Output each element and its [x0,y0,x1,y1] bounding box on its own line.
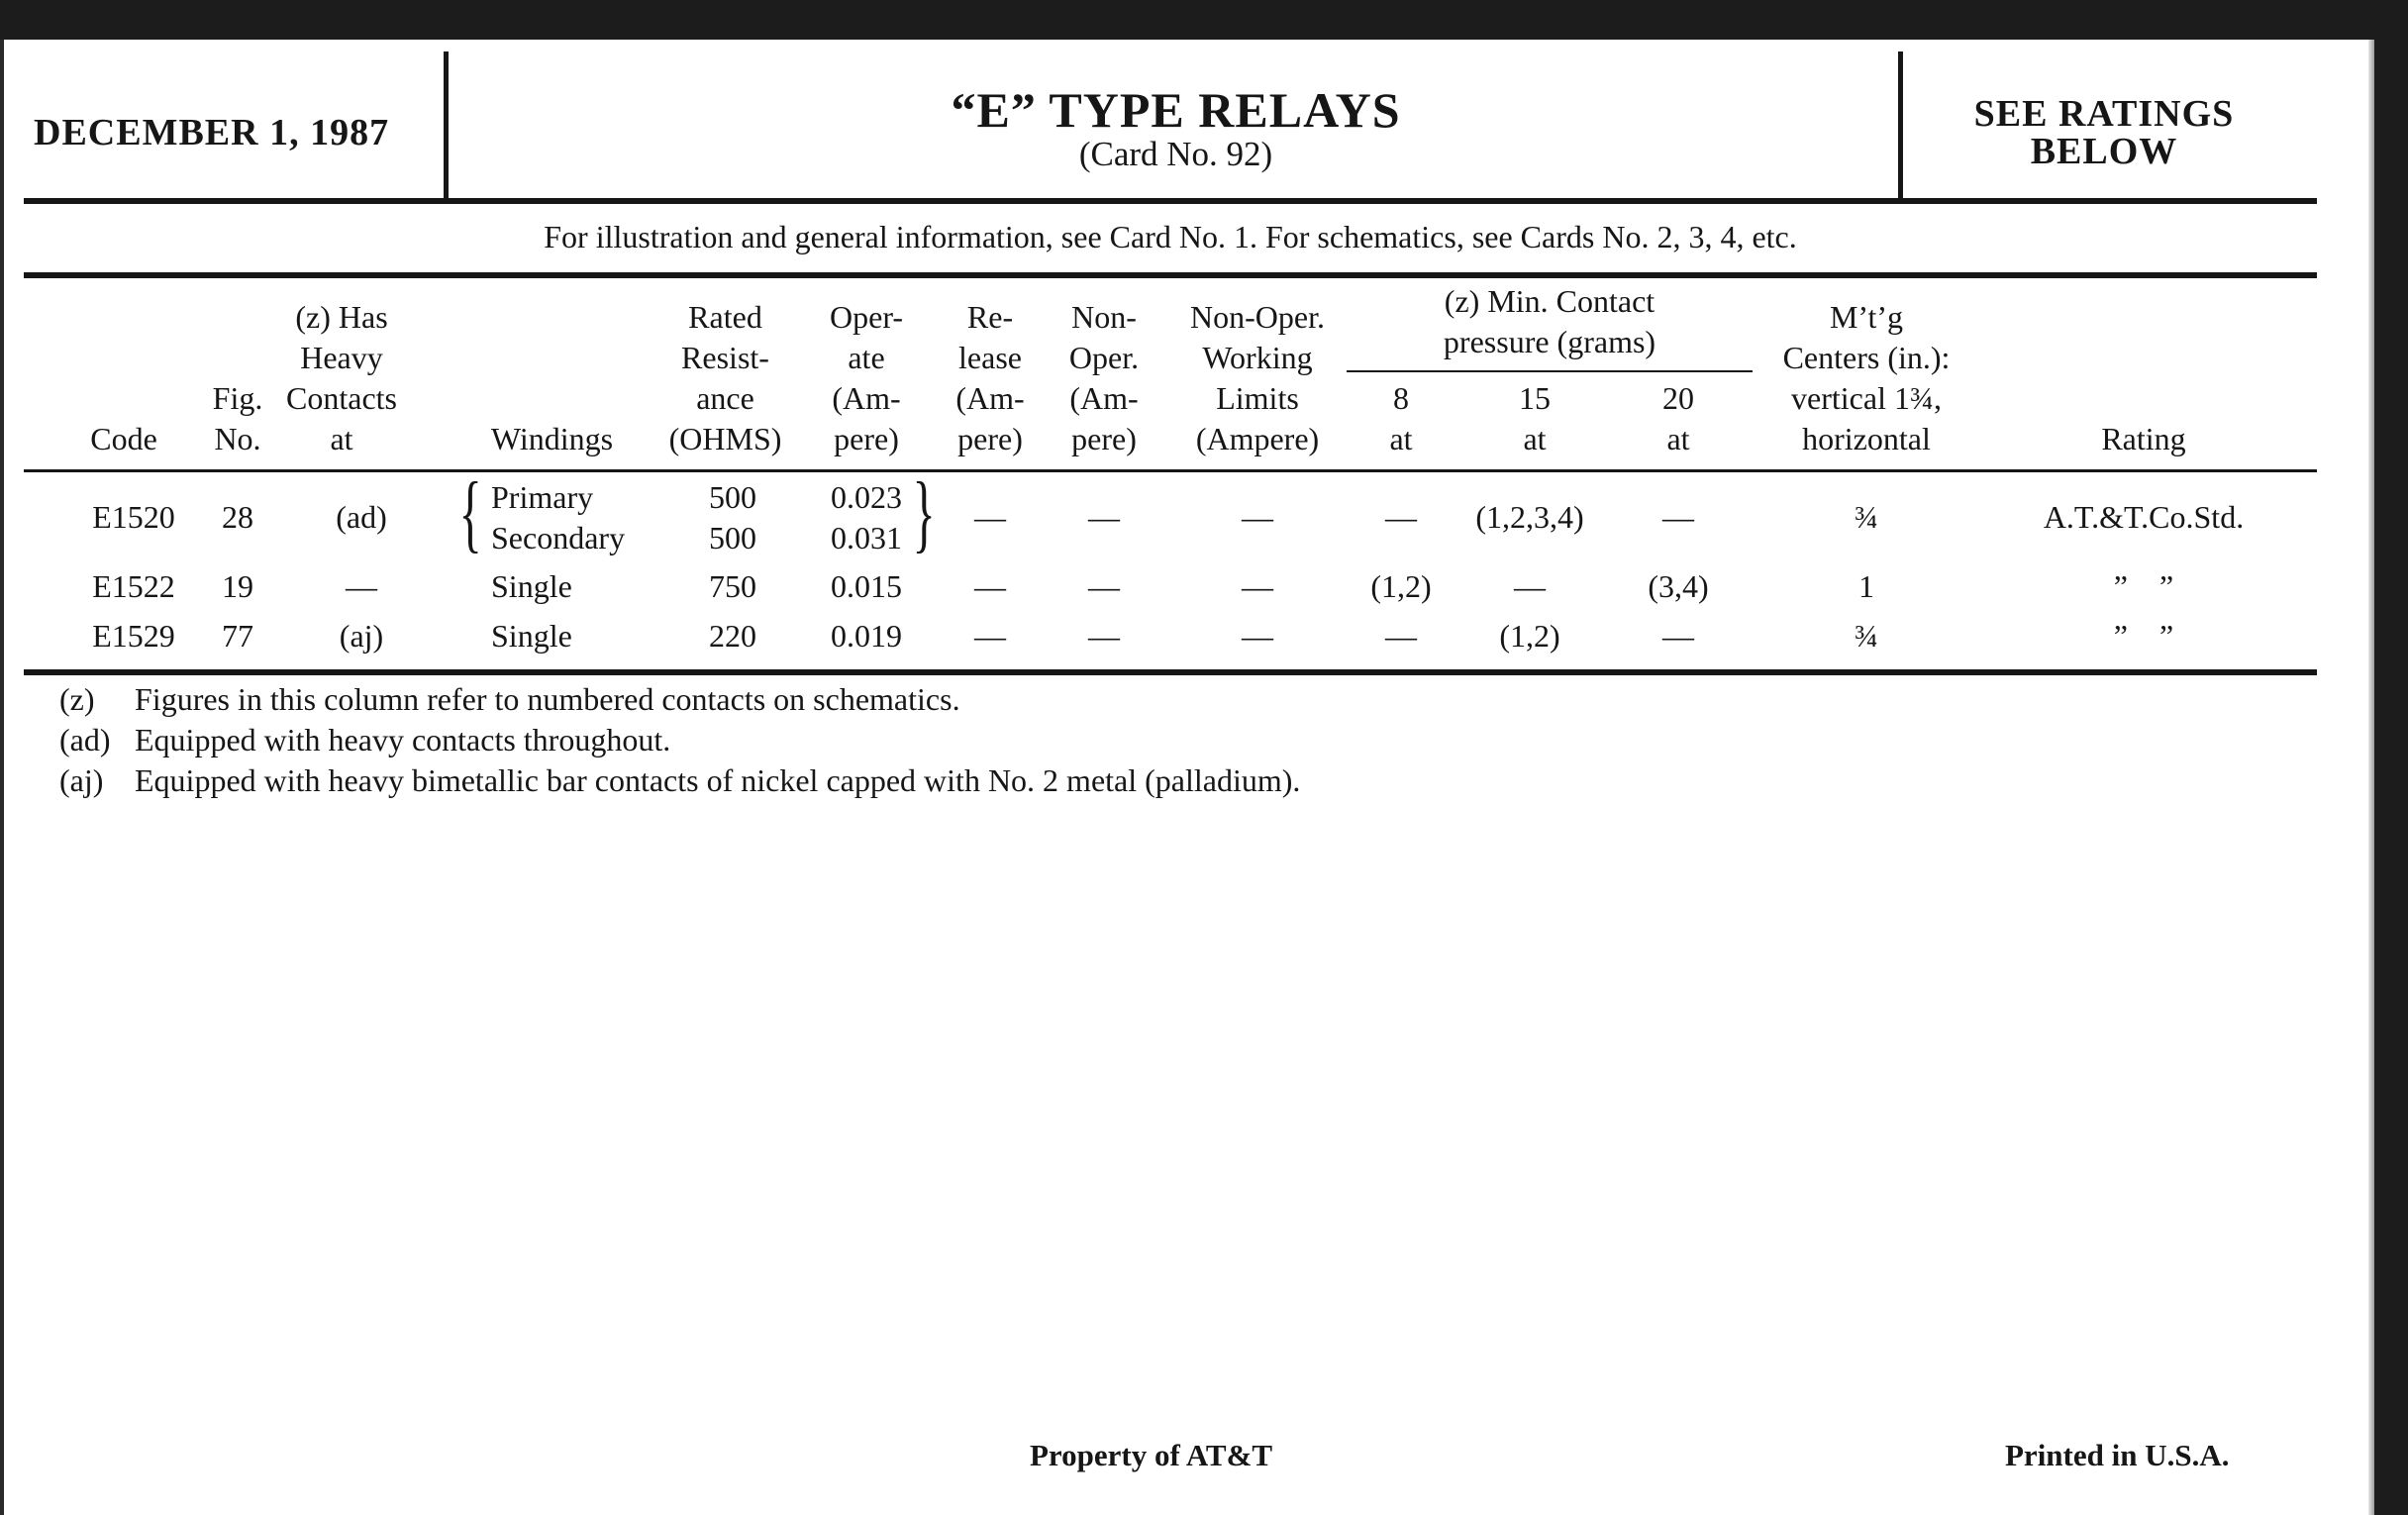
footnote-text: Equipped with heavy bimetallic bar contacts of nickel capped with No. 2 metal (palladium). [135,762,1301,798]
cell-resistance: 220 [709,618,756,654]
col-header-pressure-20: 20 at [1662,380,1694,456]
cell-pressure-15: — [1514,568,1546,604]
col-header-operate: Oper- ate (Am- pere) [830,299,903,456]
cell-heavy-contacts: — [346,568,377,604]
col-header-rating: Rating [2101,421,2186,456]
ratings-note-line-1: SEE RATINGS [1973,93,2235,135]
cell-rating: A.T.&T.Co.Std. [2043,499,2245,535]
col-header-release: Re- lease (Am- pere) [955,299,1025,456]
footnote-text: Figures in this column refer to numbered contacts on schematics. [135,681,960,717]
col-header-working-limits: Non-Oper. Working Limits (Ampere) [1190,299,1325,456]
cell-resistance-secondary: 500 [709,520,756,556]
footnote-key: (z) [59,681,95,717]
header-divider-right [1898,51,1903,198]
cell-heavy-contacts: (aj) [339,618,384,654]
cell-working-limits: — [1242,499,1273,535]
cell-fig: 77 [222,618,253,654]
cell-rating: ” ” [2113,618,2174,654]
cell-heavy-contacts: (ad) [336,499,387,535]
cell-pressure-8: (1,2) [1370,568,1432,604]
cell-operate: 0.019 [831,618,902,654]
col-header-mounting: M’t’g Centers (in.): vertical 1¾, horizontal [1782,299,1951,456]
cell-code: E1522 [92,568,175,604]
table-top-rule [24,272,2317,278]
cell-mounting: ¾ [1855,618,1878,654]
footnote-key: (aj) [59,762,104,798]
property-notice: Property of AT&T [1030,1438,1273,1472]
cell-non-oper: — [1088,568,1120,604]
cell-operate-secondary: 0.031 [831,520,902,556]
col-header-resistance: Rated Resist- ance (OHMS) [668,299,782,456]
cell-pressure-20: (3,4) [1648,568,1709,604]
info-line: For illustration and general information, see Card No. 1. For schematics, see Cards No. 2, 3, 4, etc. [544,219,1797,254]
cell-winding-secondary: Secondary [491,520,626,556]
cell-fig: 28 [222,499,253,535]
cell-operate-primary: 0.023 [831,479,902,515]
cell-operate: 0.015 [831,568,902,604]
printed-notice: Printed in U.S.A. [2005,1438,2230,1472]
cell-pressure-15: (1,2,3,4) [1475,499,1584,535]
right-brace-icon: } [912,465,936,561]
left-brace-icon: { [458,465,482,561]
col-header-non-oper: Non- Oper. (Am- pere) [1068,299,1140,456]
cell-mounting: 1 [1858,568,1874,604]
col-header-contact-pressure: (z) Min. Contact pressure (grams) [1443,283,1656,359]
scan-border-right [2372,0,2408,1515]
cell-windings: Single [491,568,572,604]
footnote-key: (ad) [59,722,111,758]
footnote-text: Equipped with heavy contacts throughout. [135,722,671,758]
card-subtitle: (Card No. 92) [1078,135,1273,173]
header-rule [24,198,2317,204]
cell-windings: Single [491,618,572,654]
ratings-note [1906,95,2302,170]
cell-working-limits: — [1242,618,1273,654]
header-divider-left [444,51,449,198]
col-header-windings: Windings [490,421,614,456]
card-title: “E” TYPE RELAYS [951,82,1401,138]
cell-winding-primary: Primary [491,479,594,515]
cell-release: — [974,568,1006,604]
cell-working-limits: — [1242,568,1273,604]
cell-code: E1529 [92,618,175,654]
cell-pressure-15: (1,2) [1499,618,1560,654]
table-bottom-rule [24,669,2317,675]
col-header-pressure-15: 15 at [1519,380,1551,456]
scan-border-left [0,40,4,1515]
cell-rating: ” ” [2113,568,2174,604]
cell-pressure-20: — [1662,499,1694,535]
cell-non-oper: — [1088,618,1120,654]
card-edge-shadow [2368,40,2374,1515]
col-header-code: Code [90,421,157,456]
cell-resistance: 750 [709,568,756,604]
cell-release: — [974,618,1006,654]
col-header-pressure-8: 8 at [1389,380,1413,456]
col-header-fig: Fig. No. [212,380,263,456]
cell-code: E1520 [92,499,175,535]
ratings-note-line-2: BELOW [2030,131,2178,172]
col-header-heavy-contacts: (z) Has Heavy Contacts at [286,299,397,456]
cell-pressure-8: — [1385,618,1417,654]
header-bottom-rule [24,469,2317,472]
card-date: DECEMBER 1, 1987 [34,112,390,153]
cell-fig: 19 [222,568,253,604]
cell-release: — [974,499,1006,535]
cell-pressure-8: — [1385,499,1417,535]
cell-non-oper: — [1088,499,1120,535]
contact-pressure-rule [1347,370,1753,372]
scan-border-top [0,0,2408,40]
cell-resistance-primary: 500 [709,479,756,515]
cell-mounting: ¾ [1855,499,1878,535]
cell-pressure-20: — [1662,618,1694,654]
